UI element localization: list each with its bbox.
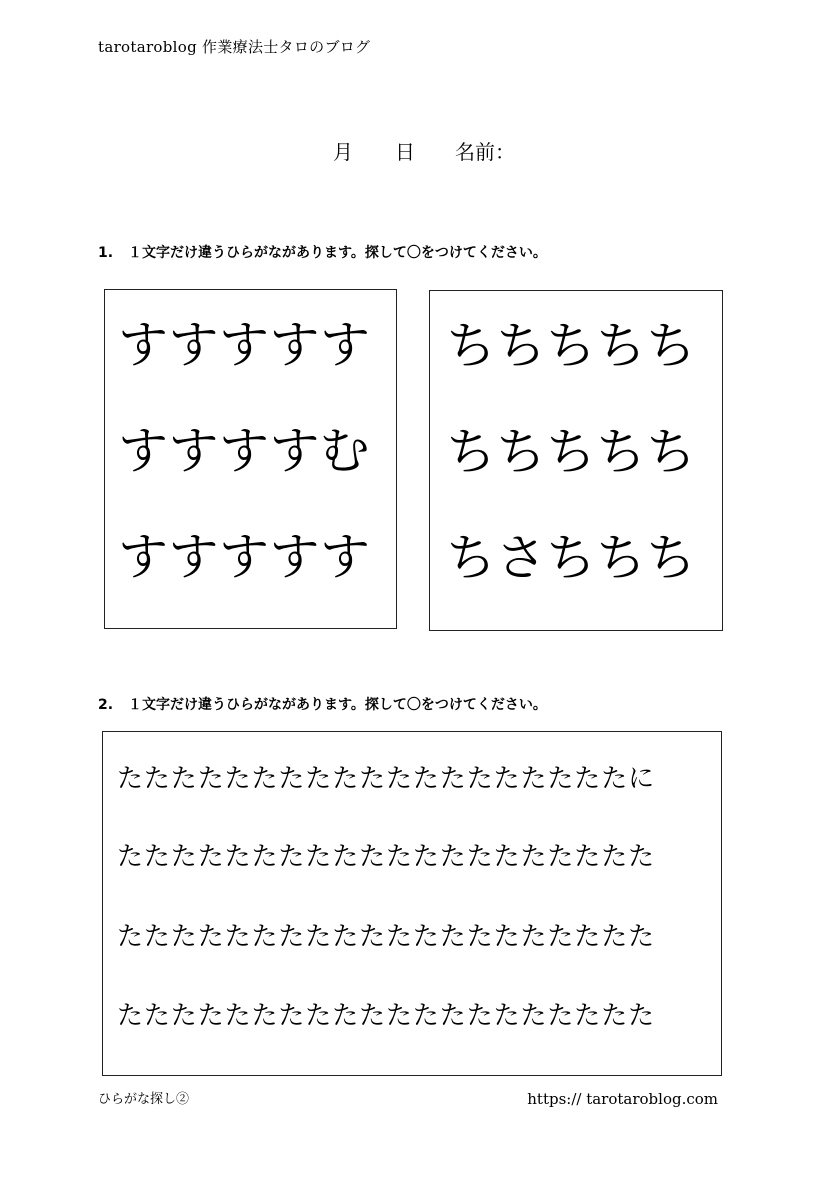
site-title: tarotaroblog 作業療法士タロのブログ: [98, 38, 371, 56]
month-label: 月: [333, 140, 353, 164]
date-name-line: [333, 136, 515, 165]
q1-grid-b-box: [429, 290, 723, 631]
day-label: 日: [395, 140, 415, 164]
q2-grid-row: たたたたたたたたたたたたたたたたたたたた: [117, 922, 656, 952]
q1-grid-a-row: すすすすす: [118, 316, 370, 374]
q1-grid-b-row: ちさちちち: [446, 529, 696, 587]
q2-number: 2.: [98, 697, 114, 713]
q2-grid-row: たたたたたたたたたたたたたたたたたたたに: [117, 764, 656, 794]
q1-grid-a-box: [104, 289, 397, 629]
q1-grid-b-row: ちちちちち: [446, 423, 696, 481]
worksheet-name: ひらがな探し②: [98, 1092, 190, 1107]
q2-instruction: [98, 694, 547, 714]
q1-grid-a-row: すすすすす: [118, 528, 370, 586]
site-url: https:// tarotaroblog.com: [527, 1090, 718, 1108]
q1-instruction: [98, 242, 547, 262]
q1-number: 1.: [98, 245, 114, 261]
q2-grid-row: たたたたたたたたたたたたたたたたたたたた: [117, 1001, 656, 1031]
q1-text: １文字だけ違うひらがながあります。探して〇をつけてください。: [128, 245, 547, 261]
q2-grid-row: たたたたたたたたたたたたたたたたたたたた: [117, 842, 656, 872]
name-label: 名前：: [455, 140, 515, 164]
q2-grid-box: [102, 731, 722, 1076]
q1-grid-b-row: ちちちちち: [446, 317, 696, 375]
q2-text: １文字だけ違うひらがながあります。探して〇をつけてください。: [128, 697, 547, 713]
q1-grid-a-row: すすすすむ: [118, 422, 370, 480]
